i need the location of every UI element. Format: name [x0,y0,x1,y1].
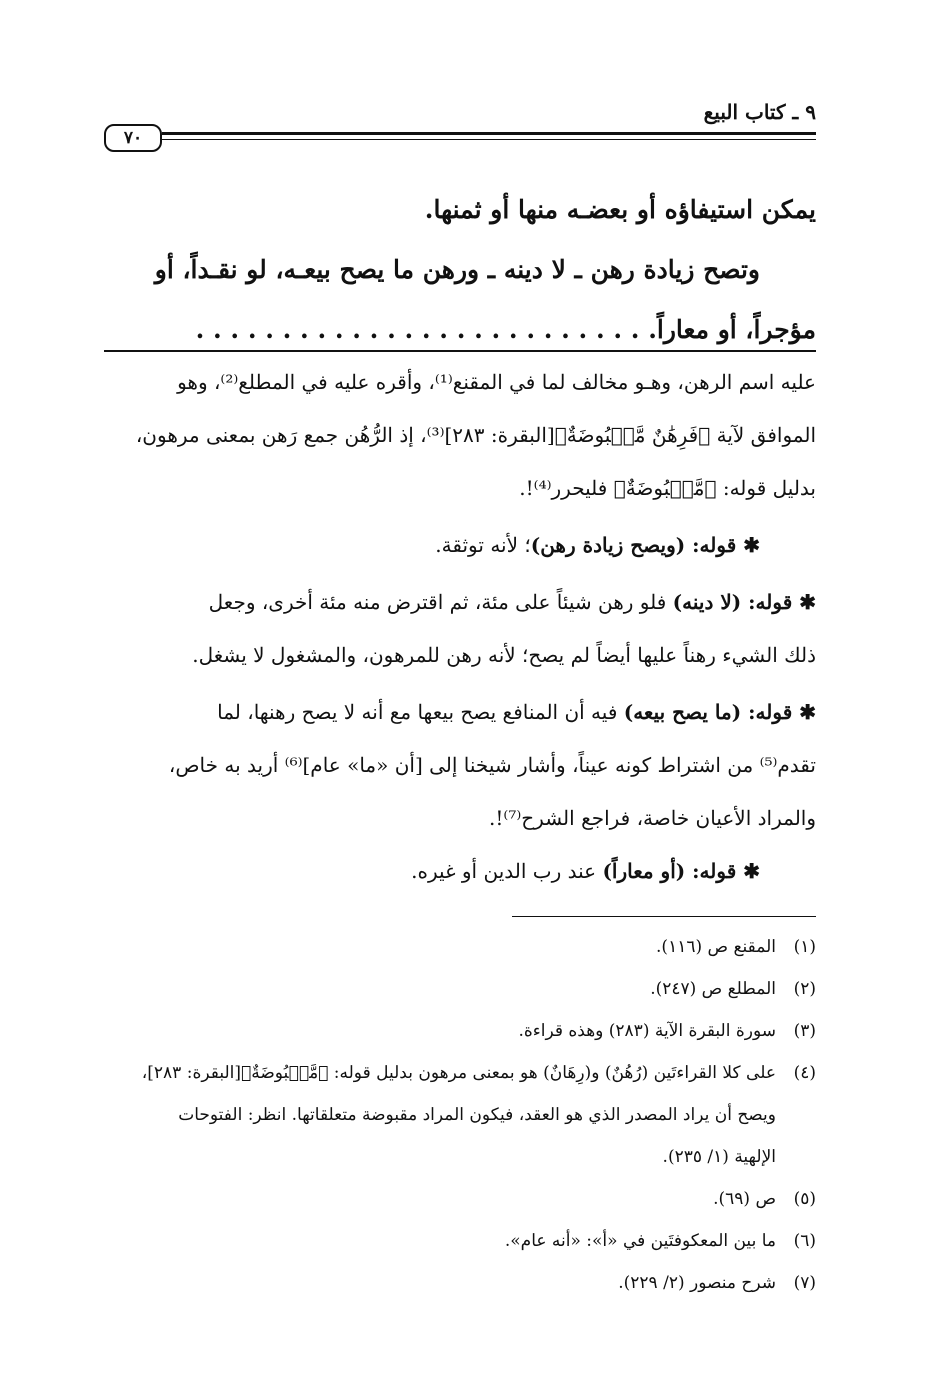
footnote-number: (٣) [793,1021,816,1041]
commentary-text: ؛ لأنه توثقة. [435,533,531,557]
footnote [104,1220,816,1262]
commentary-text: عند رب الدين أو غيره. [411,859,603,883]
commentary-lead: قوله: (ما يصح بيعه) [623,700,793,724]
matn-line: مؤجراً، أو معاراً. [648,315,816,344]
asterisk-icon: ✱ [736,859,760,883]
footnote-number: (٢) [793,979,816,999]
footnote-number: (٦) [793,1231,816,1251]
footnote-text: الإلهية (١/ ٢٣٥). [662,1147,776,1167]
footnote [104,1178,816,1220]
footnote [104,926,816,968]
footnote-text: على كلا القراءتَين (رُهُنٌ) و(رِهَانٌ) هو بمعنى مرهون بدليل قوله: ﴿مَّقۡبُوضَةٌ﴾[البقرة: ٢٨٣]، [141,1063,776,1083]
commentary-lead: قوله: (ويصح زيادة رهن) [530,533,737,557]
footnotes [104,926,816,1304]
asterisk-icon: ✱ [736,533,760,557]
footnote-number: (٧) [793,1273,816,1293]
commentary [104,356,816,898]
footnote [104,1010,816,1052]
footnote-text: ويصح أن يراد المصدر الذي هو العقد، فيكون المراد مقبوضة متعلقاتها. انظر: الفتوحات [178,1105,776,1125]
commentary-text: فيه أن المنافع يصح بيعها مع أنه لا يصح رهنها، لما [217,700,624,724]
commentary-text: فلو رهن شيئاً على مئة، ثم اقترض منه مئة أخرى، وجعل [208,590,673,614]
commentary-line: عليه اسم الرهن، وهـو مخالف لما في المقنع⁽¹⁾، وأقره عليه في المطلع⁽²⁾، وهو [177,370,816,394]
footnote-number: (٥) [793,1189,816,1209]
main-text [104,180,816,360]
text-separator [104,350,816,352]
commentary-line: ذلك الشيء رهناً عليها أيضاً لم يصح؛ لأنه رهن للمرهون، والمشغول لا يشغل. [192,643,816,667]
matn-line: وتصح زيادة رهن ـ لا دينه ـ ورهن ما يصح بيعـه، لو نقـداً، أو [154,255,760,284]
footnote [104,968,816,1010]
footnote-separator [512,916,816,917]
commentary-line: الموافق لآية ﴿فَرِهَٰنٌ مَّقۡبُوضَةٌ﴾[البقرة: ٢٨٣]⁽³⁾، إذ الرُّهُن جمع رَهن بمعنى مرهون، [135,423,816,447]
asterisk-icon: ✱ [792,700,816,724]
header-rule-thin [162,139,816,140]
commentary-lead: قوله: (لا دينه) [672,590,793,614]
footnote [104,1262,816,1304]
footnote-text: المطلع ص (٢٤٧). [650,979,776,999]
asterisk-icon: ✱ [792,590,816,614]
page-number: ٧٠ [104,124,162,152]
commentary-lead: قوله: (أو معاراً) [602,859,737,883]
page-header [104,100,816,150]
footnote-text: المقنع ص (١١٦). [656,937,776,957]
commentary-item [104,519,816,572]
footnote-number: (١) [793,937,816,957]
footnote [104,1052,816,1178]
commentary-item [104,845,816,898]
footnote-text: ما بين المعكوفتَين في «أ»: «أنه عام». [504,1231,776,1251]
footnote-text: سورة البقرة الآية (٢٨٣) وهذه قراءة. [518,1021,776,1041]
commentary-item [104,576,816,629]
header-rule-thick [162,132,816,135]
commentary-line: والمراد الأعيان خاصة، فراجع الشرح⁽⁷⁾!. [489,806,816,830]
dotted-leader: . . . . . . . . . . . . . . . . . . . . . . . . . . [195,315,640,344]
commentary-line: بدليل قوله: ﴿مَّقۡبُوضَةٌ﴾ فليحرر⁽⁴⁾!. [519,476,816,500]
commentary-line: تقدم⁽⁵⁾ من اشتراط كونه عيناً، وأشار شيخنا إلى [أن «ما» عام]⁽⁶⁾ أريد به خاص، [168,753,816,777]
matn-line: يمكن استيفاؤه أو بعضـه منها أو ثمنها. [424,195,816,224]
footnote-text: شرح منصور (٢/ ٢٢٩). [618,1273,776,1293]
commentary-item [104,686,816,739]
chapter-title: ٩ ـ كتاب البيع [703,100,816,124]
footnote-number: (٤) [793,1063,816,1083]
footnote-text: ص (٦٩). [713,1189,776,1209]
